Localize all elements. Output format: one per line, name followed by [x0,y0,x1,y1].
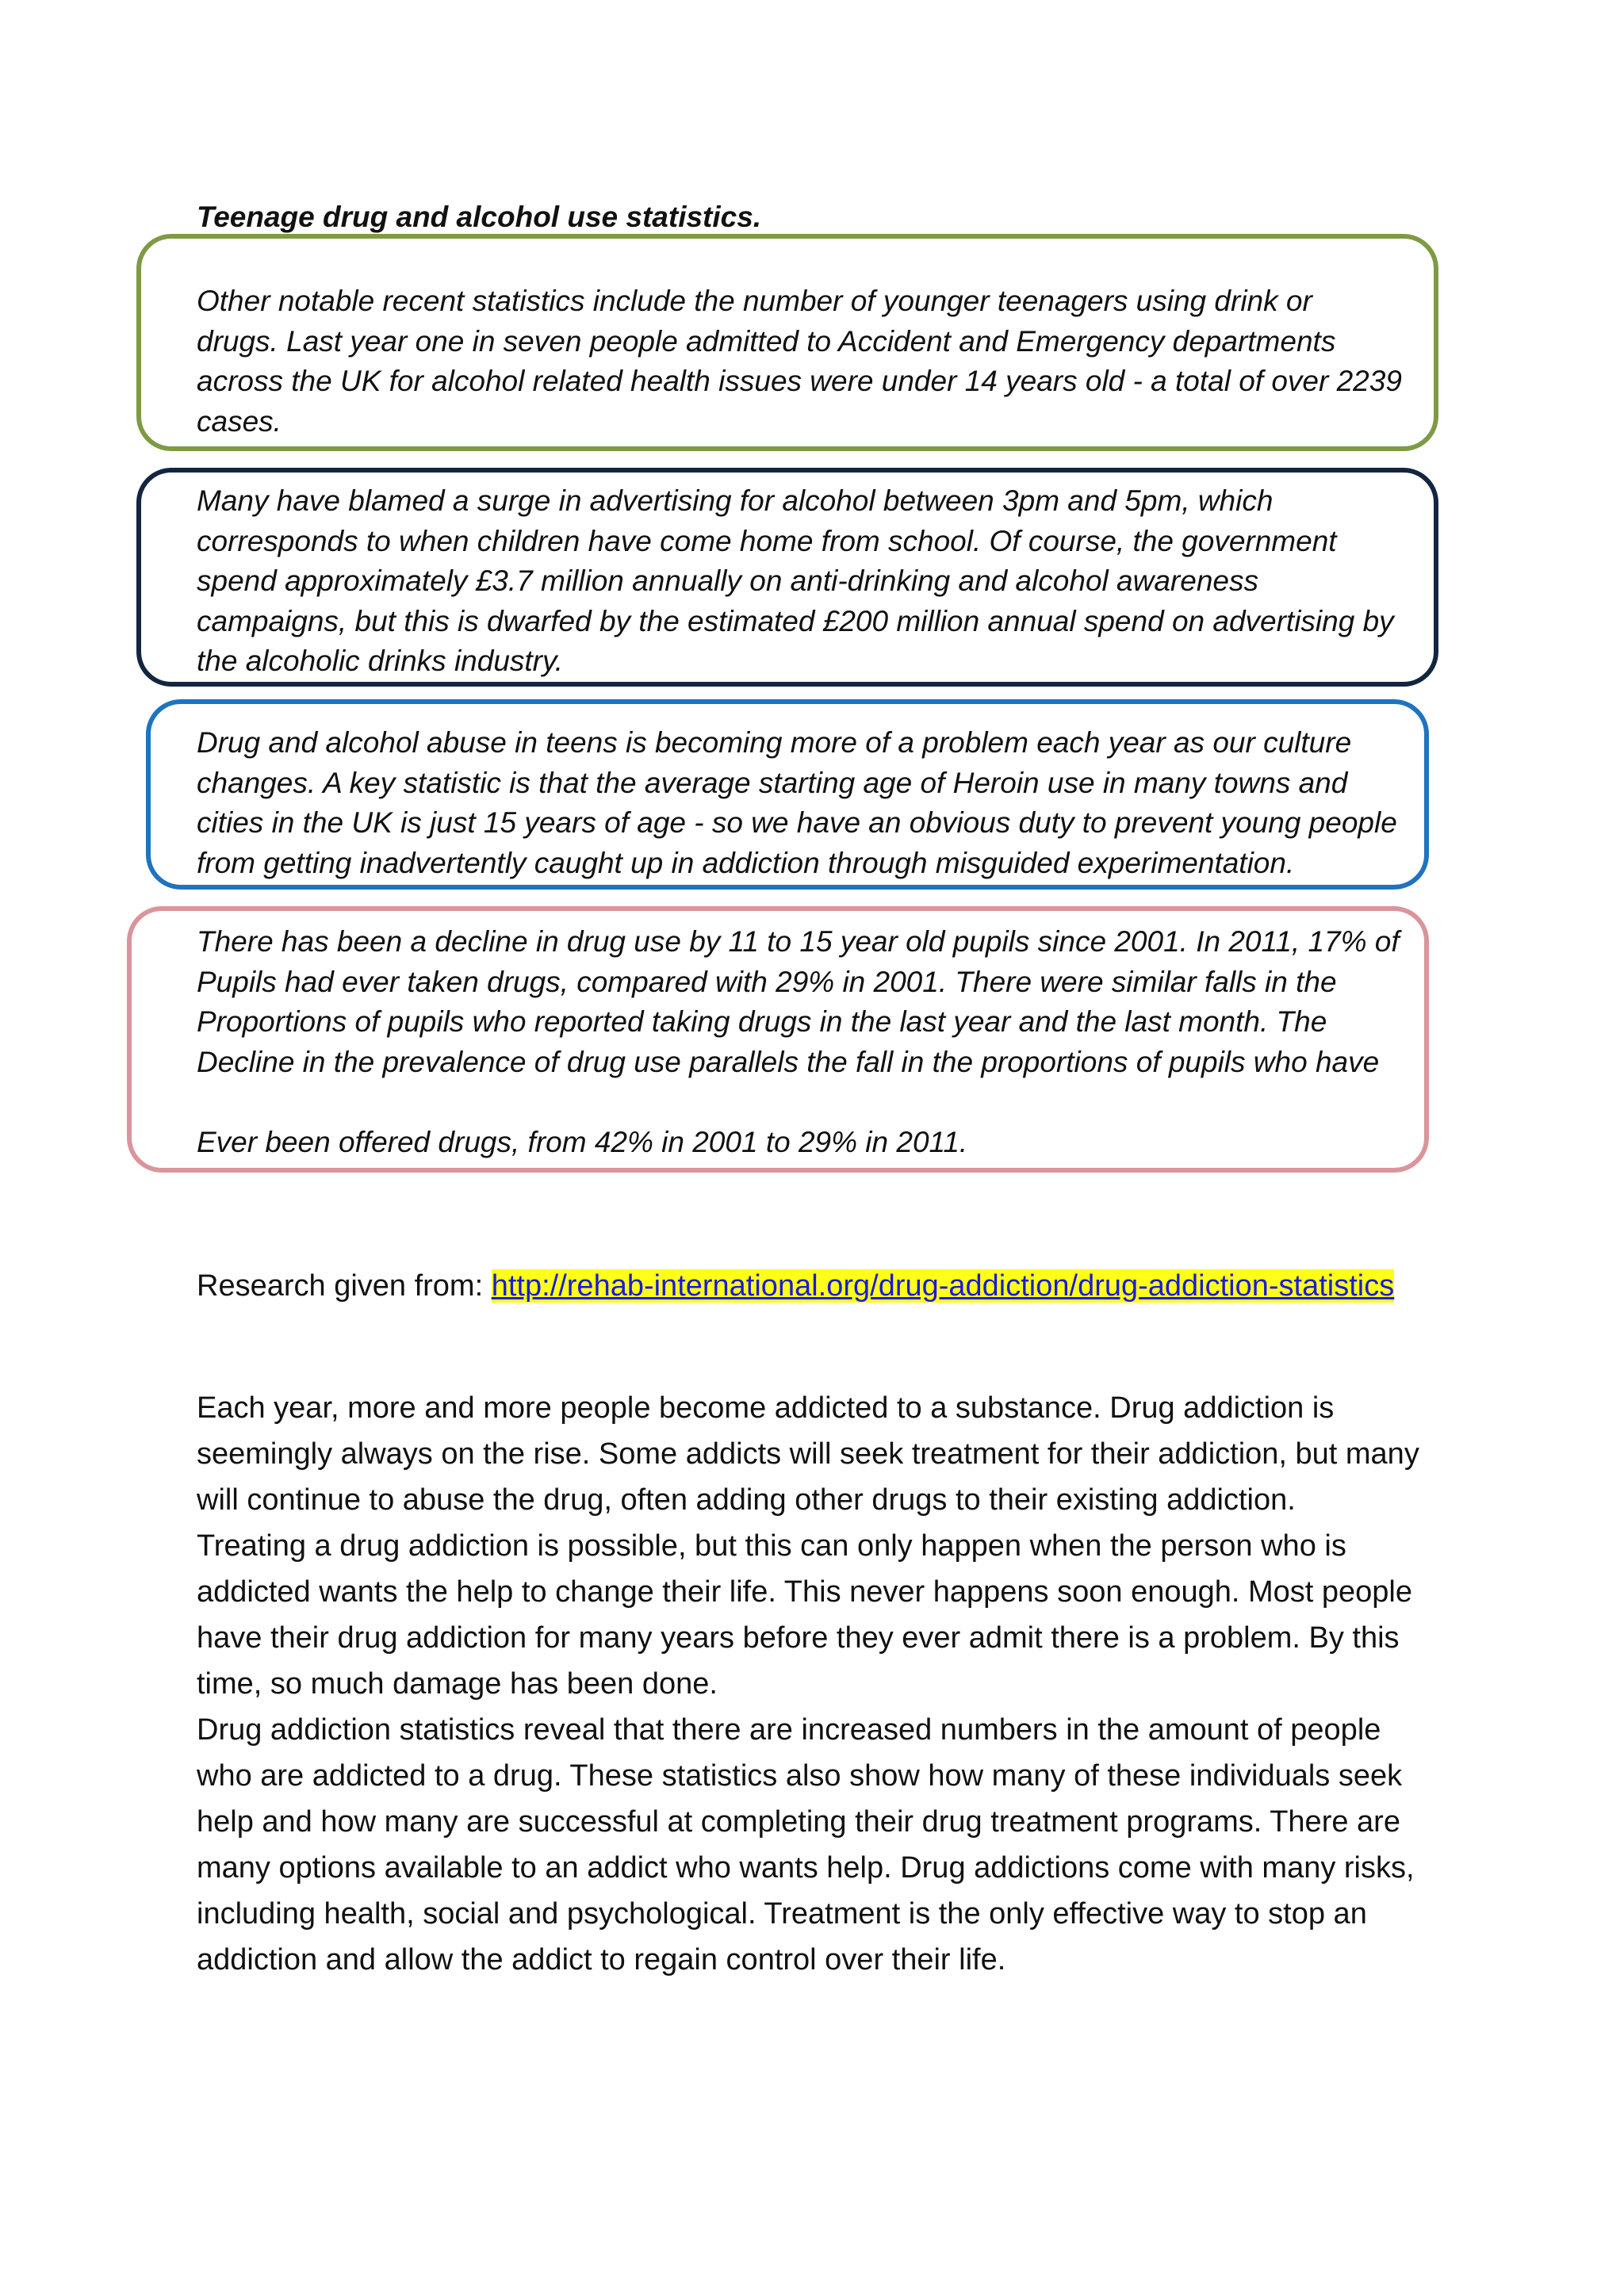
statistic-text-blue: Drug and alcohol abuse in teens is becoming more of a problem each year as our culture changes. A key statistic is that the average starting age of Heroin use in many towns and cities in the UK is just 15 years of age - so we have an obvious duty to prevent young people from getting inadvertently caught up in addiction through misguided experimentation. [197,726,1397,879]
document-title: Teenage drug and alcohol use statistics. [197,201,762,233]
statistic-box-green [136,234,1438,451]
statistic-box-navy [136,468,1438,687]
source-link[interactable]: http://rehab-international.org/drug-addiction/drug-addiction-statistics [491,1269,1395,1303]
source-label: Research given from: [197,1269,492,1303]
source-line [197,1264,1450,1309]
statistic-text-green: Other notable recent statistics include the number of younger teenagers using drink or drugs. Last year one in seven people admitted to Accident and Emergency departments across the UK for alcohol related health issues were under 14 years old - a total of over 2239 cases. [197,285,1402,438]
body-paragraph: Each year, more and more people become addicted to a substance. Drug addiction is seemingly always on the rise. Some addicts will seek treatment for their addiction, but many will continue to abuse the drug, often adding other drugs to their existing addiction. Treating a drug addiction is possible, but this can only happen when the person who is addicted wants the help to change their life. This never happens soon enough. Most people have their drug addiction for many years before they ever admit there is a problem. By this time, so much damage has been done. Drug addiction statistics reveal that there are increased numbers in the amount of people who are addicted to a drug. These statistics also show how many of these individuals seek help and how many are successful at completing their drug treatment programs. There are many options available to an addict who wants help. Drug addictions come with many risks, including health, social and psychological. Treatment is the only effective way to stop an addiction and allow the addict to regain control over their life. [197,1391,1419,1976]
statistic-text-navy: Many have blamed a surge in advertising for alcohol between 3pm and 5pm, which corresponds to when children have come home from school. Of course, the government spend approximately £3.7 million annually on anti-drinking and alcohol awareness campaigns, but this is dwarfed by the estimated £200 million annual spend on advertising by the alcoholic drinks industry. [197,484,1394,677]
statistic-box-pink [127,906,1429,1173]
statistic-text-pink: There has been a decline in drug use by 11 to 15 year old pupils since 2001. In 2011, 17% of Pupils had ever taken drugs, compared with 29% in 2001. There were similar falls in the Proportions of pupils who reported taking drugs in the last year and the last month. The Decline in the prevalence of drug use parallels the fall in the proportions of pupils who have Ever been offered drugs, from 42% in 2001 to 29% in 2011. [197,925,1400,1158]
statistic-box-blue [146,699,1429,890]
